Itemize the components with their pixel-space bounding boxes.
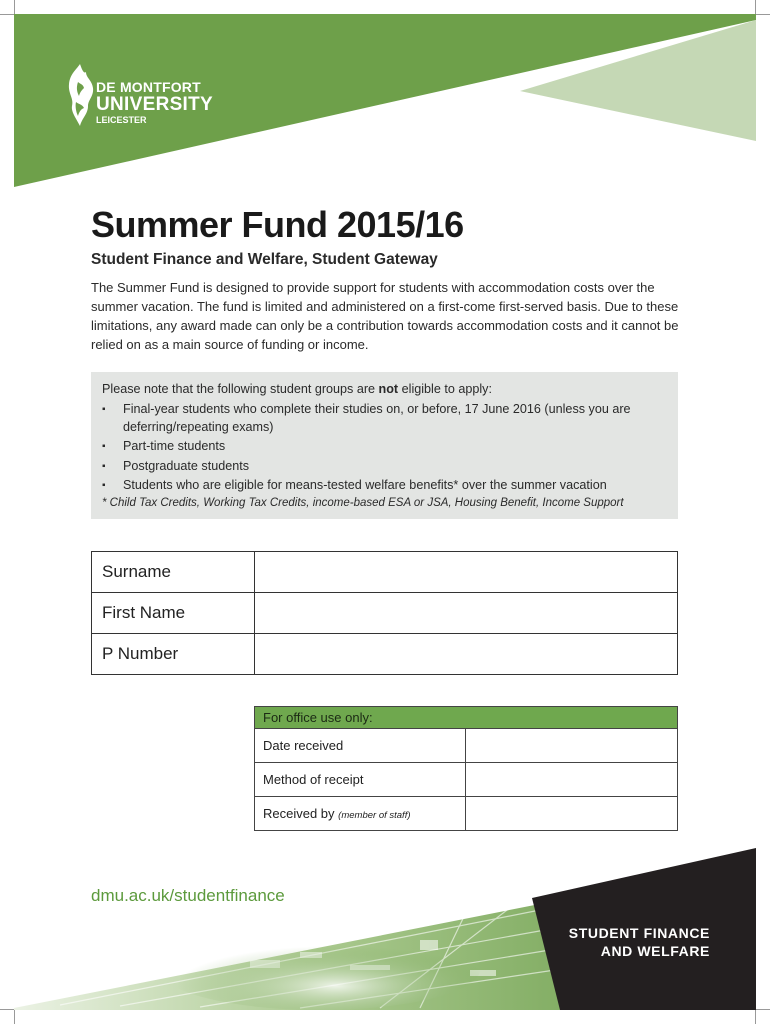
office-use-table — [254, 706, 678, 831]
date-received-label: Date received — [255, 729, 466, 763]
logo-line-1: DE MONTFORT — [96, 79, 201, 95]
first-name-label: First Name — [92, 593, 255, 634]
page-subtitle: Student Finance and Welfare, Student Gateway — [91, 251, 438, 268]
received-by-field[interactable] — [466, 797, 678, 831]
applicant-details-table — [91, 551, 678, 675]
notice-lead — [102, 381, 666, 398]
date-received-field[interactable] — [466, 729, 678, 763]
office-use-header: For office use only: — [255, 707, 678, 729]
university-logo — [66, 62, 226, 128]
list-item: ▪ Students who are eligible for means-tested welfare benefits* over the summer vacation — [102, 477, 666, 495]
table-row — [92, 593, 678, 634]
griffin-crest-icon — [66, 62, 100, 128]
table-row — [255, 707, 678, 729]
surname-field[interactable] — [255, 552, 678, 593]
page-title: Summer Fund 2015/16 — [91, 204, 464, 245]
notice-lead-text: Please note that the following student groups are — [102, 382, 379, 396]
footer-brand-line-1: STUDENT FINANCE — [568, 925, 710, 941]
footer-brand-line-2: AND WELFARE — [600, 943, 710, 959]
ineligible-list — [102, 401, 666, 495]
surname-label: Surname — [92, 552, 255, 593]
table-row — [92, 634, 678, 675]
notice-lead-text-end: eligible to apply: — [398, 382, 492, 396]
method-of-receipt-field[interactable] — [466, 763, 678, 797]
logo-line-3: LEICESTER — [96, 115, 147, 125]
p-number-field[interactable] — [255, 634, 678, 675]
logo-line-2: UNIVERSITY — [96, 94, 214, 115]
p-number-label: P Number — [92, 634, 255, 675]
benefits-footnote: * Child Tax Credits, Working Tax Credits, income-based ESA or JSA, Housing Benefit, Income Support — [102, 496, 624, 509]
method-of-receipt-label: Method of receipt — [255, 763, 466, 797]
notice-lead-emphasis: not — [378, 382, 399, 396]
footer-brand — [560, 924, 710, 960]
received-by-text: Received by — [263, 806, 335, 821]
table-row — [255, 729, 678, 763]
received-by-label — [255, 797, 466, 831]
intro-paragraph: The Summer Fund is designed to provide support for students with accommodation costs over the summer vacation. The fund is limited and administered on a first-come first-served basis. Due to these limitations, any award made can only be a contribution towards accommodation costs and it cannot be relied on as a main source of funding or income. — [91, 280, 679, 352]
list-item: ▪ Postgraduate students — [102, 458, 666, 476]
table-row — [255, 797, 678, 831]
eligibility-notice — [91, 372, 678, 519]
table-row — [92, 552, 678, 593]
website-link[interactable]: dmu.ac.uk/studentfinance — [91, 886, 285, 905]
first-name-field[interactable] — [255, 593, 678, 634]
table-row — [255, 763, 678, 797]
list-item: ▪ Final-year students who complete their studies on, or before, 17 June 2016 (unless you are deferring/repeating exams) — [102, 401, 666, 436]
list-item: ▪ Part-time students — [102, 438, 666, 456]
received-by-note: (member of staff) — [338, 810, 411, 821]
